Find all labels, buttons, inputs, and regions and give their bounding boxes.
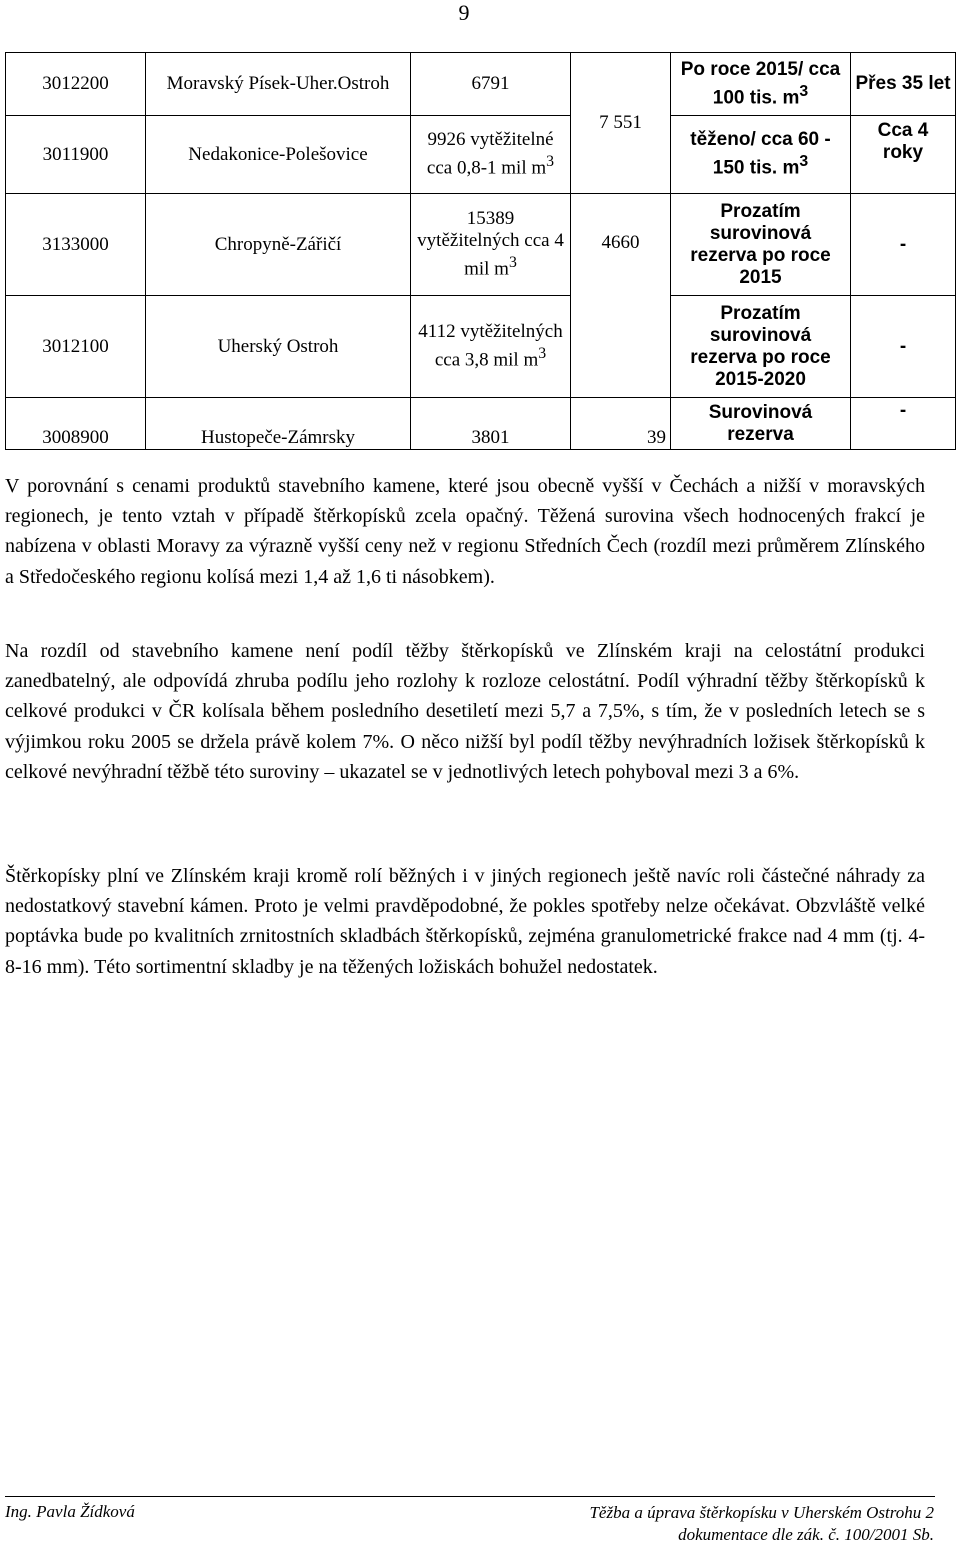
table-row [6, 53, 956, 116]
footer-title-line: Těžba a úprava štěrkopísku v Uherském Ostrohu 2 [589, 1503, 934, 1522]
deposits-table [5, 52, 956, 450]
mining-amount: 39 [571, 398, 671, 450]
mining-duration: - [851, 296, 956, 398]
table-row [6, 116, 956, 194]
deposit-code: 3012100 [6, 296, 146, 398]
deposit-code: 3011900 [6, 116, 146, 194]
mining-status: těženo/ cca 60 - 150 tis. $m^3$ [671, 116, 851, 194]
footer-title [589, 1502, 934, 1546]
deposit-volume: 3801 [411, 398, 571, 450]
mining-status: Po roce 2015/ cca 100 tis. $m^3$ [671, 53, 851, 116]
table-row [6, 296, 956, 398]
deposit-code: 3012200 [6, 53, 146, 116]
deposit-name: Moravský Písek-Uher.Ostroh [146, 53, 411, 116]
deposit-volume: 9926 vytěžitelné cca 0,8-1 mil $m^3$ [411, 116, 571, 194]
mining-duration: Přes 35 let [851, 53, 956, 116]
footer-author: Ing. Pavla Žídková [5, 1502, 135, 1521]
deposit-volume: 15389 vytěžitelných cca 4 mil $m^3$ [411, 194, 571, 296]
table-row [6, 194, 956, 296]
footer-divider [5, 1496, 935, 1497]
deposit-name: Uherský Ostroh [146, 296, 411, 398]
mining-status: Prozatím surovinová rezerva po roce 2015 [671, 194, 851, 296]
table-row [6, 398, 956, 450]
mining-status: Surovinová rezerva [671, 398, 851, 450]
deposit-name: Hustopeče-Zámrsky [146, 398, 411, 450]
paragraph: Na rozdíl od stavebního kamene není podíl těžby štěrkopísků ve Zlínském kraji na celostátní produkci zanedbatelný, ale odpovídá zhruba podílu jeho rozlohy k rozloze celostátní. Podíl výhradní těžby štěrkopísků k celkové produkci v ČR kolísala během posledního desetiletí mezi 5,7 a 7,5%, s tím, že v posledních letech se s výjimkou roku 2005 se držela právě kolem 7%. O něco nižší byl podíl těžby nevýhradních ložisek štěrkopísků k celkové nevýhradní těžbě této suroviny – ukazatel se v jednotlivých letech pohyboval mezi 3 a 6%. [5, 640, 925, 783]
mining-duration: - [851, 194, 956, 296]
deposit-code: 3008900 [6, 398, 146, 450]
deposit-name: Nedakonice-Polešovice [146, 116, 411, 194]
deposit-name: Chropyně-Zářičí [146, 194, 411, 296]
deposit-volume: 6791 [411, 53, 571, 116]
deposit-volume: 4112 vytěžitelných cca 3,8 mil $m^3$ [411, 296, 571, 398]
paragraph: V porovnání s cenami produktů stavebního kamene, které jsou obecně vyšší v Čechách a nižší v moravských regionech, je tento vztah v případě štěrkopísků zcela opačný. Těžená surovina všech hodnocených frakcí je nabízena v oblasti Moravy za výrazně vyšší ceny než v regionu Středních Čech (rozdíl mezi průměrem Zlínského a Středočeského regionu kolísá mezi 1,4 až 1,6 ti násobkem). [5, 475, 925, 588]
mining-duration: - [851, 398, 956, 450]
mining-status: Prozatím surovinová rezerva po roce 2015-2020 [671, 296, 851, 398]
mining-duration: Cca 4 roky [851, 116, 956, 194]
paragraph: Štěrkopísky plní ve Zlínském kraji kromě rolí běžných i v jiných regionech ještě navíc roli částečné náhrady za nedostatkový stavební kámen. Proto je velmi pravděpodobné, že pokles spotřeby nelze očekávat. Obzvláště velké poptávka bude po kvalitních zrnitostních skladbách štěrkopísků, zejména granulometrické frakce nad 4 mm (tj. 4-8-16 mm). Této sortimentní skladby je na těžených ložiskách bohužel nedostatek. [5, 865, 925, 978]
deposit-code: 3133000 [6, 194, 146, 296]
mining-amount: 4660 [571, 194, 671, 398]
footer-subtitle-line: dokumentace dle zák. č. 100/2001 Sb. [678, 1525, 934, 1544]
page-number: 9 [458, 0, 470, 25]
mining-amount: 7 551 [571, 53, 671, 194]
